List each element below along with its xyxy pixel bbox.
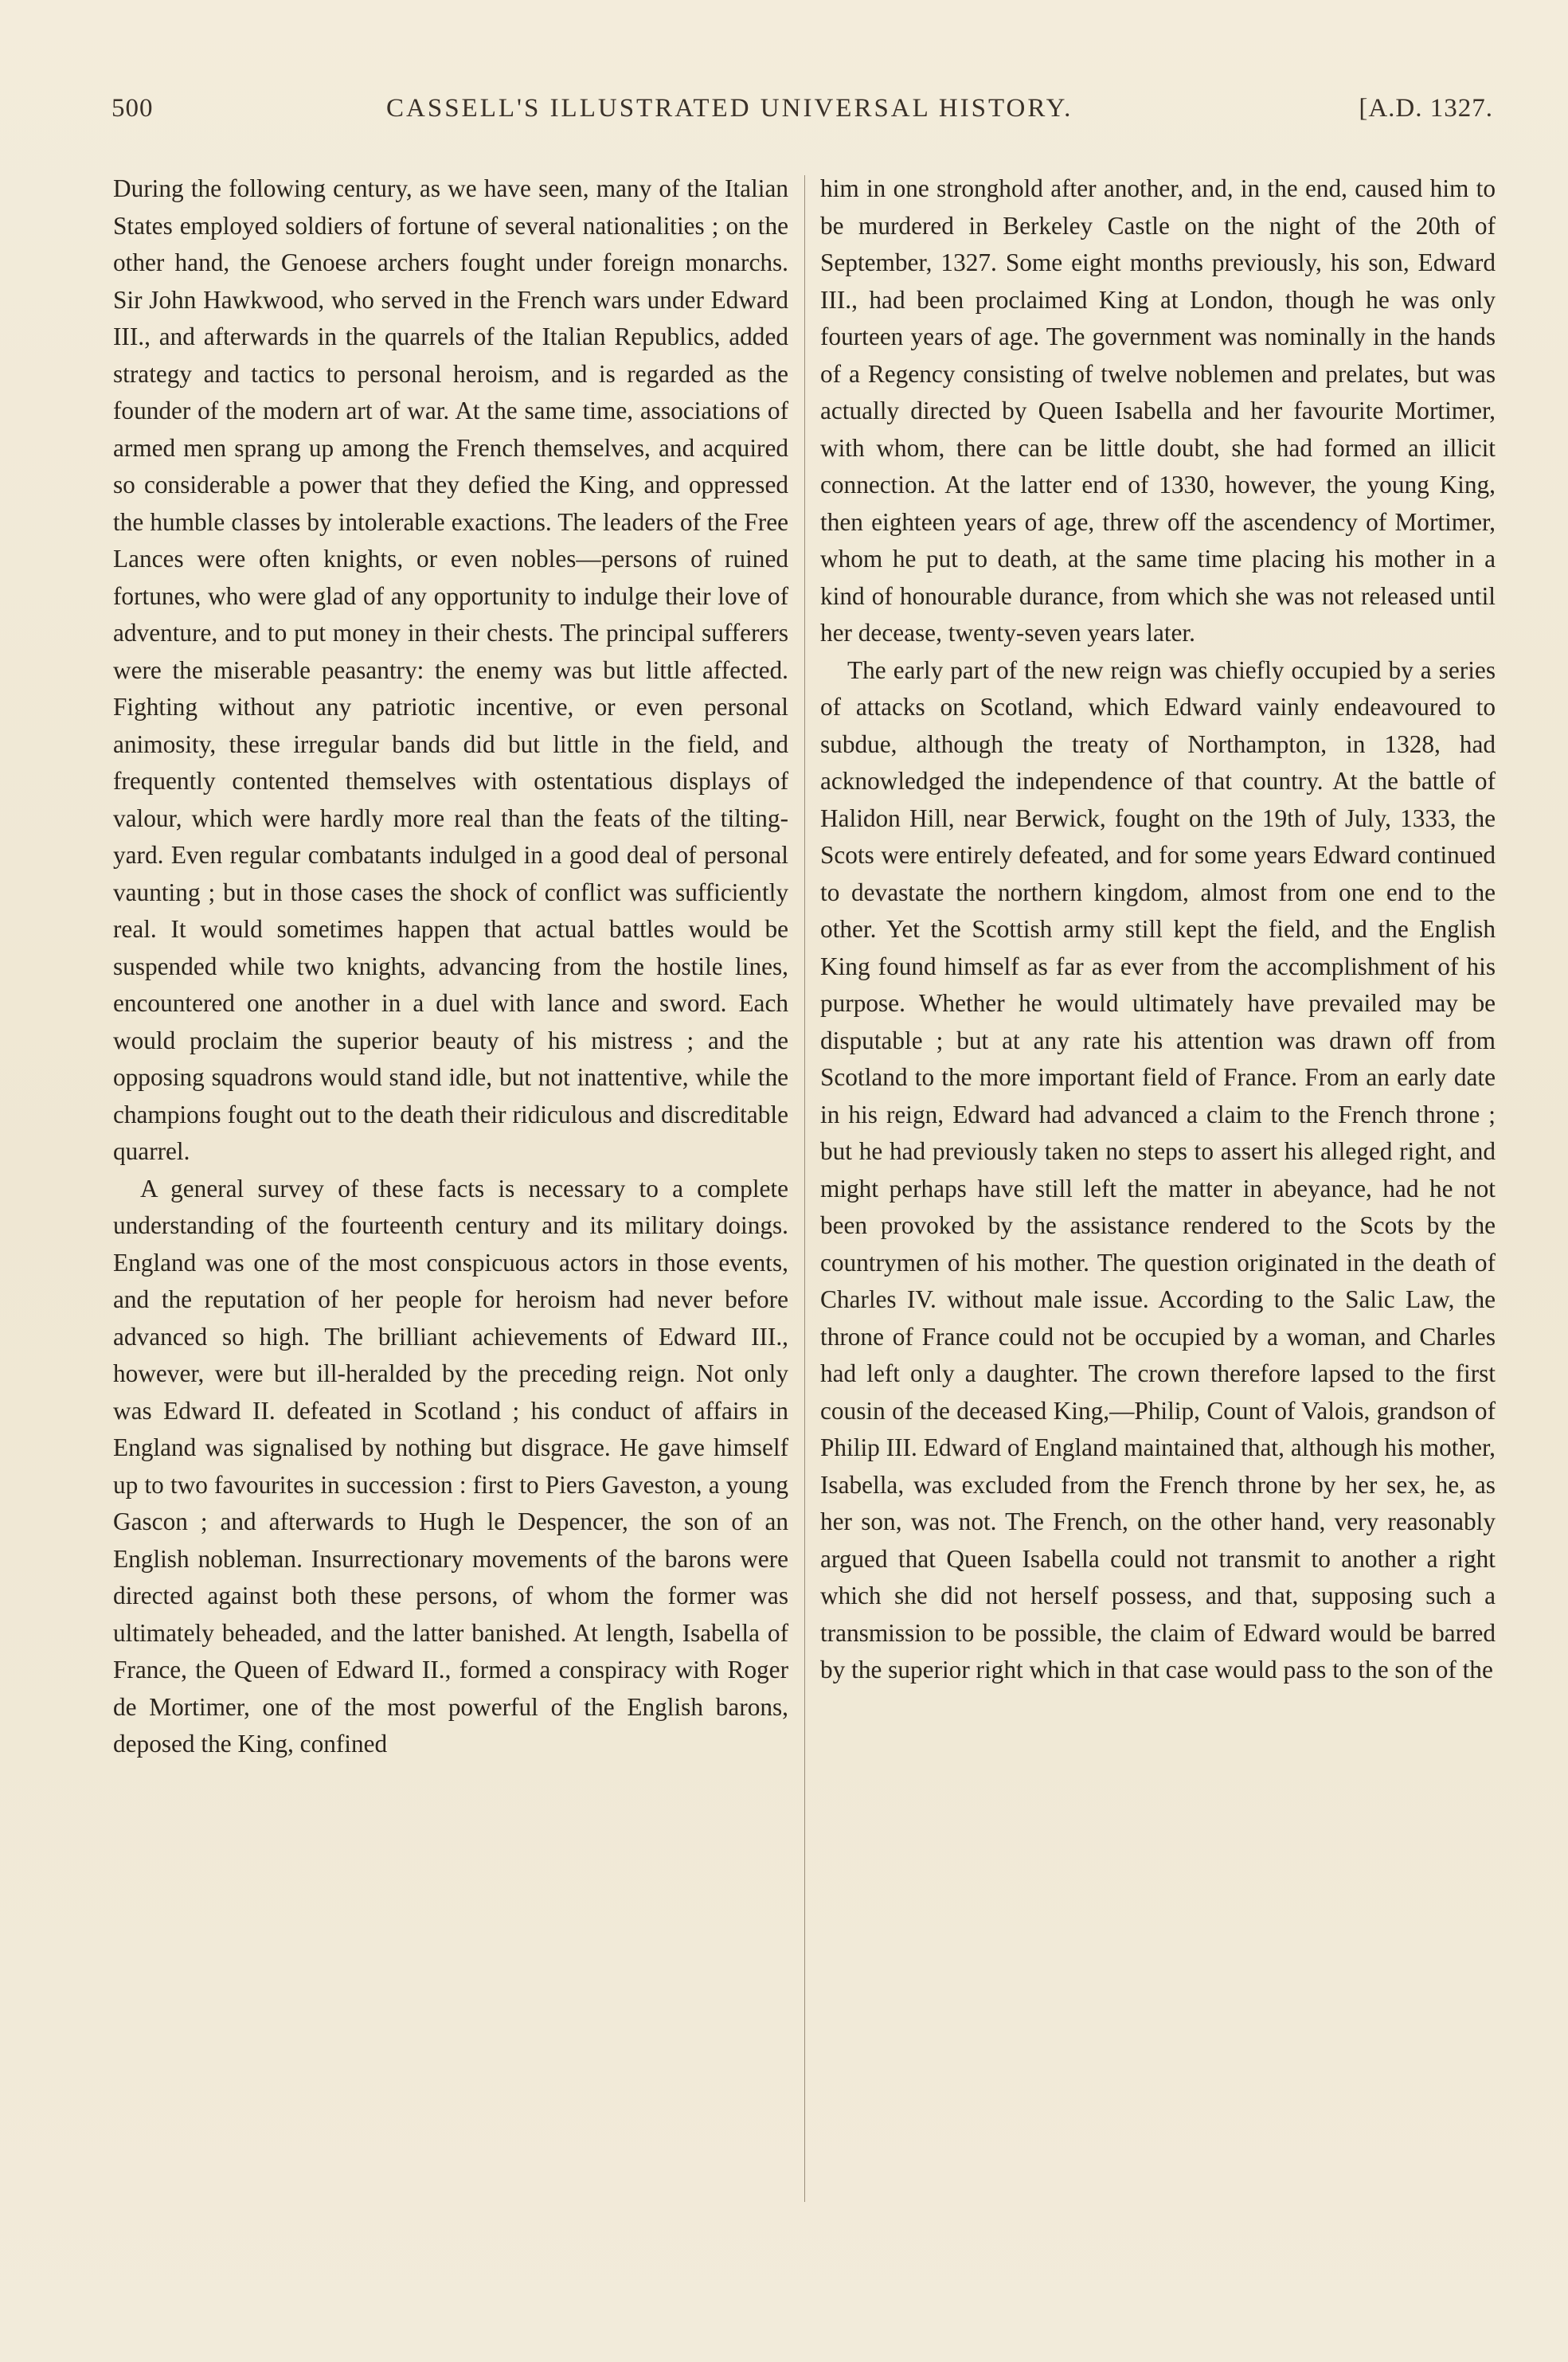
paragraph: During the following century, as we have seen, many of the Italian States employed soldiers of fortune of several nationalities ; on the other hand, the Genoese archers fought under foreign monarchs. Sir John Hawkwood, who served in the French wars under Edward III., and afterwards in the quarrels of the Italian Republics, added strategy and tactics to personal heroism, and is regarded as the founder of the modern art of war. At the same time, associations of armed men sprang up among the French themselves, and acquired so considerable a power that they defied the King, and oppressed the humble classes by intolerable exactions. The leaders of the Free Lances were often knights, or even nobles—persons of ruined fortunes, who were glad of any opportunity to indulge their love of adventure, and to put money in their chests. The principal sufferers were the miserable peasantry: the enemy was but little affected. Fighting without any patriotic incentive, or even personal animosity, these irregular bands did but little in the field, and frequently contented themselves with ostentatious displays of valour, which were hardly more real than the feats of the tilting-yard. Even regular combatants indulged in a good deal of personal vaunting ; but in those cases the shock of conflict was sufficiently real. It would sometimes happen that actual battles would be suspended while two knights, advancing from the hostile lines, encountered one another in a duel with lance and sword. Each would proclaim the superior beauty of his mistress ; and the opposing squadrons would stand idle, but not inattentive, while the champions fought out to the death their ridiculous and discreditable quarrel. <box>113 174 788 1165</box>
left-column <box>113 170 788 1763</box>
page-number: 500 <box>111 94 154 123</box>
paragraph: A general survey of these facts is necessary to a complete understanding of the fourteenth century and its military doings. England was one of the most conspicuous actors in those events, and the reputation of her people for heroism had never before advanced so high. The brilliant achievements of Edward III., however, were but ill-heralded by the preceding reign. Not only was Edward II. defeated in Scotland ; his conduct of affairs in England was signalised by nothing but disgrace. He gave himself up to two favourites in succession : first to Piers Gaveston, a young Gascon ; and afterwards to Hugh le Despencer, the son of an English nobleman. Insurrectionary movements of the barons were directed against both these persons, of whom the former was ultimately beheaded, and the latter banished. At length, Isabella of France, the Queen of Edward II., formed a conspiracy with Roger de Mortimer, one of the most powerful of the English barons, deposed the King, confined <box>113 1174 788 1758</box>
running-title: CASSELL'S ILLUSTRATED UNIVERSAL HISTORY. <box>386 94 1073 123</box>
running-head <box>111 94 1497 132</box>
date-marker: [A.D. 1327. <box>1359 94 1493 123</box>
paragraph: The early part of the new reign was chiefly occupied by a series of attacks on Scotland, which Edward vainly endeavoured to subdue, although the treaty of Northampton, in 1328, had acknowledged the independence of that country. At the battle of Halidon Hill, near Berwick, fought on the 19th of July, 1333, the Scots were entirely defeated, and for some years Edward continued to devastate the northern kingdom, almost from one end to the other. Yet the Scottish army still kept the field, and the English King found himself as far as ever from the accomplishment of his purpose. Whether he would ultimately have prevailed may be disputable ; but at any rate his attention was drawn off from Scotland to the more important field of France. From an early date in his reign, Edward had advanced a claim to the French throne ; but he had previously taken no steps to assert his alleged right, and might perhaps have still left the matter in abeyance, had he not been provoked by the assistance rendered to the Scots by the countrymen of his mother. The question originated in the death of Charles IV. without male issue. According to the Salic Law, the throne of France could not be occupied by a woman, and Charles had left only a daughter. The crown therefore lapsed to the first cousin of the deceased King,—Philip, Count of Valois, grandson of Philip III. Edward of England maintained that, although his mother, Isabella, was excluded from the French throne by her sex, he, as her son, was not. The French, on the other hand, very reasonably argued that Queen Isabella could not transmit to another a right which she did not herself possess, and that, supposing such a transmission to be possible, the claim of Edward would be barred by the superior right which in that case would pass to the son of the <box>820 655 1496 1684</box>
paragraph: him in one stronghold after another, and, in the end, caused him to be murdered in Berkeley Castle on the night of the 20th of September, 1327. Some eight months previously, his son, Edward III., had been proclaimed King at London, though he was only fourteen years of age. The government was nominally in the hands of a Regency consisting of twelve noblemen and prelates, but was actually directed by Queen Isabella and her favourite Mortimer, with whom, there can be little doubt, she had formed an illicit connection. At the latter end of 1330, however, the young King, then eighteen years of age, threw off the ascendency of Mortimer, whom he put to death, at the same time placing his mother in a kind of honourable durance, from which she was not released until her decease, twenty-seven years later. <box>820 174 1496 647</box>
right-column <box>820 170 1496 1689</box>
column-divider <box>804 175 805 2202</box>
